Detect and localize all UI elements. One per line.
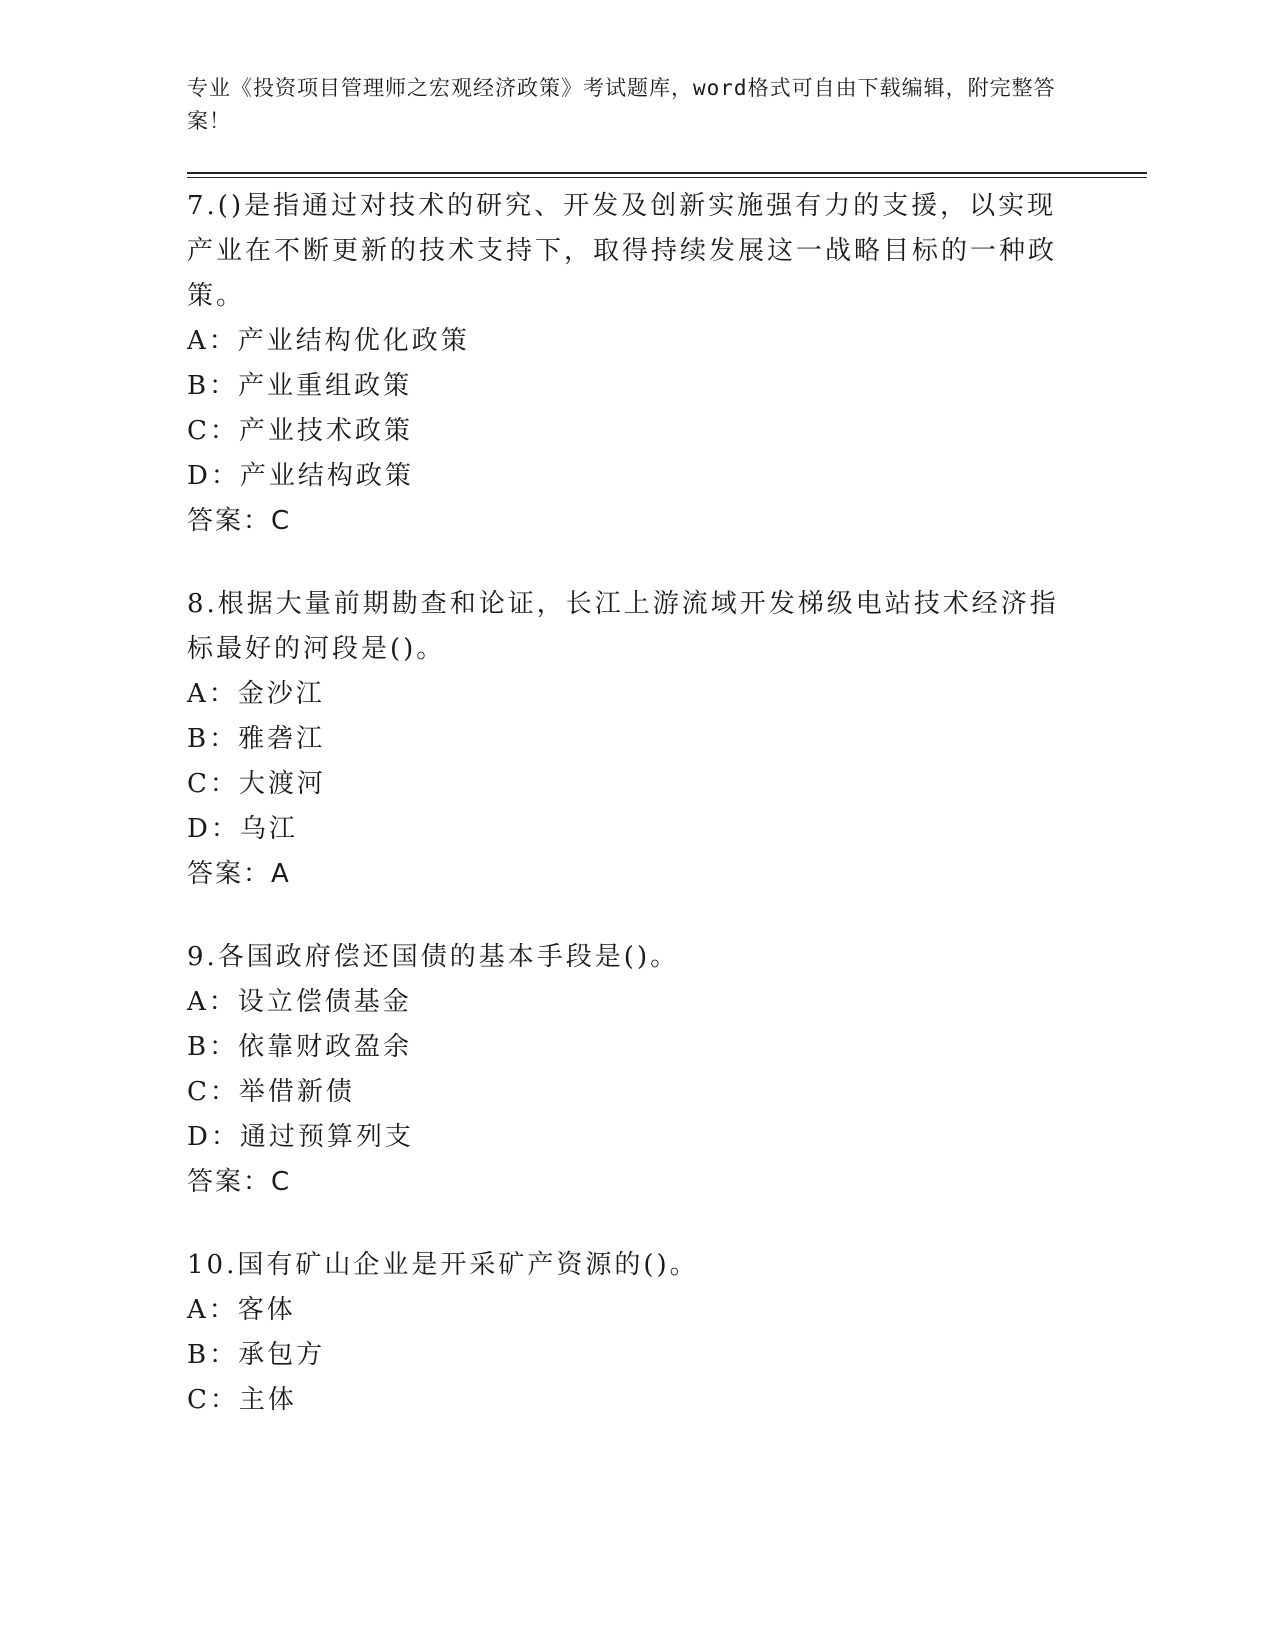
question-10 — [187, 1243, 1147, 1423]
document-header: 专业《投资项目管理师之宏观经济政策》考试题库，word格式可自由下载编辑，附完整答案！ — [187, 76, 1056, 133]
option-b: B：产业重组政策 — [187, 371, 413, 401]
option-b: B：依靠财政盈余 — [187, 1032, 413, 1062]
option-b: B：承包方 — [187, 1340, 326, 1370]
option-c: C：产业技术政策 — [187, 416, 413, 446]
answer: 答案：C — [187, 1167, 292, 1197]
option-c: C：主体 — [187, 1385, 297, 1415]
question-stem: 9.各国政府偿还国债的基本手段是()。 — [187, 942, 680, 972]
option-c: C：举借新债 — [187, 1077, 355, 1107]
option-a: A：产业结构优化政策 — [187, 326, 470, 356]
option-d: D：乌江 — [187, 814, 298, 844]
header-divider — [187, 172, 1147, 178]
option-c: C：大渡河 — [187, 769, 326, 799]
question-9 — [187, 935, 1147, 1205]
option-a: A：设立偿债基金 — [187, 987, 412, 1017]
option-d: D：通过预算列支 — [187, 1122, 414, 1152]
option-a: A：金沙江 — [187, 679, 325, 709]
document-page — [187, 72, 1147, 1461]
question-stem: 10.国有矿山企业是开采矿产资源的()。 — [187, 1250, 699, 1280]
answer: 答案：A — [187, 859, 291, 889]
answer: 答案：C — [187, 506, 292, 536]
question-list — [187, 184, 1147, 1423]
option-a: A：客体 — [187, 1295, 296, 1325]
question-8 — [187, 582, 1147, 897]
option-d: D：产业结构政策 — [187, 461, 414, 491]
option-b: B：雅砻江 — [187, 724, 326, 754]
question-7 — [187, 184, 1147, 544]
question-stem: 8.根据大量前期勘查和论证，长江上游流域开发梯级电站技术经济指标最好的河段是()。 — [187, 589, 1059, 664]
question-stem: 7.()是指通过对技术的研究、开发及创新实施强有力的支援，以实现产业在不断更新的技术支持下，取得持续发展这一战略目标的一种政策。 — [187, 191, 1058, 311]
